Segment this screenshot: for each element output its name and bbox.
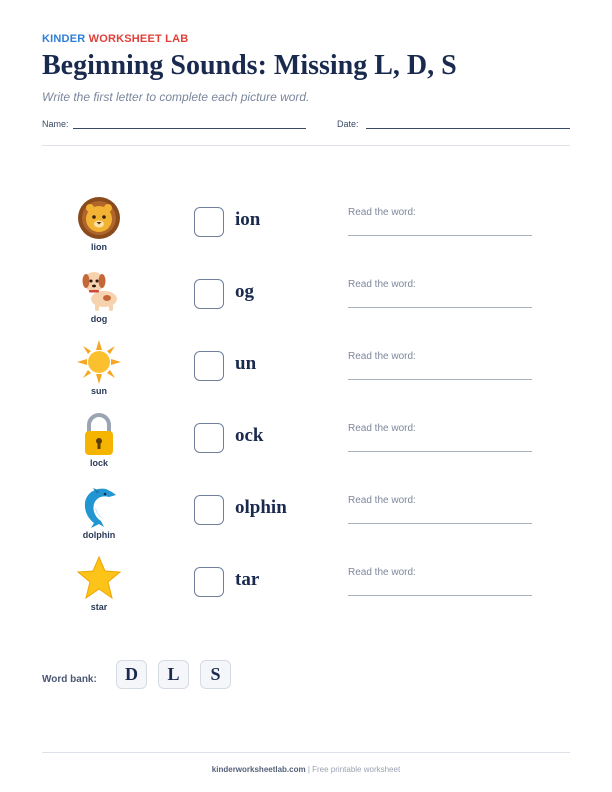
- letter-box[interactable]: [194, 495, 224, 525]
- dolphin-icon: [74, 483, 124, 529]
- dog-icon: [74, 267, 124, 313]
- picture-label: sun: [90, 386, 107, 396]
- word-ending: ion: [235, 209, 261, 230]
- letter-box[interactable]: [194, 207, 224, 237]
- footer-note: | Free printable worksheet: [305, 765, 401, 774]
- sun-icon: [74, 339, 124, 385]
- word-ending: olphin: [235, 497, 287, 518]
- read-line[interactable]: [348, 451, 532, 452]
- letter-box[interactable]: [194, 351, 224, 381]
- read-label: Read the word:: [348, 495, 416, 506]
- picture-label: dolphin: [82, 530, 116, 540]
- word-ending: ock: [235, 425, 264, 446]
- read-label: Read the word:: [348, 567, 416, 578]
- word-bank-letter-s[interactable]: S: [200, 660, 231, 689]
- header-divider: [42, 145, 570, 146]
- letter-box[interactable]: [194, 567, 224, 597]
- footer-divider: [42, 752, 570, 753]
- page-title: Beginning Sounds: Missing L, D, S: [42, 50, 457, 81]
- footer: [0, 765, 612, 774]
- read-line[interactable]: [348, 235, 532, 236]
- read-label: Read the word:: [348, 279, 416, 290]
- word-row-lock: [0, 411, 612, 483]
- word-row-lion: [0, 195, 612, 267]
- name-line[interactable]: [73, 128, 306, 129]
- lion-icon: [74, 195, 124, 241]
- read-line[interactable]: [348, 523, 532, 524]
- instructions: Write the first letter to complete each picture word.: [42, 90, 310, 104]
- brand-logo: [42, 33, 188, 45]
- letter-box[interactable]: [194, 279, 224, 309]
- name-label: Name:: [42, 119, 69, 129]
- word-row-sun: [0, 339, 612, 411]
- brand-worksheet-lab: WORKSHEET LAB: [88, 33, 189, 45]
- letter-box[interactable]: [194, 423, 224, 453]
- word-bank-label: Word bank:: [42, 674, 97, 685]
- read-label: Read the word:: [348, 207, 416, 218]
- brand-kinder: KINDER: [42, 33, 89, 45]
- date-label: Date:: [337, 119, 359, 129]
- word-row-dolphin: [0, 483, 612, 555]
- word-row-star: [0, 555, 612, 627]
- word-bank-letter-d[interactable]: D: [116, 660, 147, 689]
- picture-label: dog: [90, 314, 108, 324]
- footer-site: kinderworksheetlab.com: [211, 765, 306, 774]
- read-label: Read the word:: [348, 351, 416, 362]
- date-line[interactable]: [366, 128, 570, 129]
- picture-label: lock: [89, 458, 108, 468]
- read-label: Read the word:: [348, 423, 416, 434]
- read-line[interactable]: [348, 595, 532, 596]
- picture-label: lion: [91, 242, 107, 252]
- lock-icon: [74, 411, 124, 457]
- read-line[interactable]: [348, 379, 532, 380]
- word-ending: og: [235, 281, 254, 302]
- word-ending: un: [235, 353, 257, 374]
- star-icon: [74, 555, 124, 601]
- picture-label: star: [90, 602, 108, 612]
- word-row-dog: [0, 267, 612, 339]
- read-line[interactable]: [348, 307, 532, 308]
- word-bank-letter-l[interactable]: L: [158, 660, 189, 689]
- word-ending: tar: [235, 569, 260, 590]
